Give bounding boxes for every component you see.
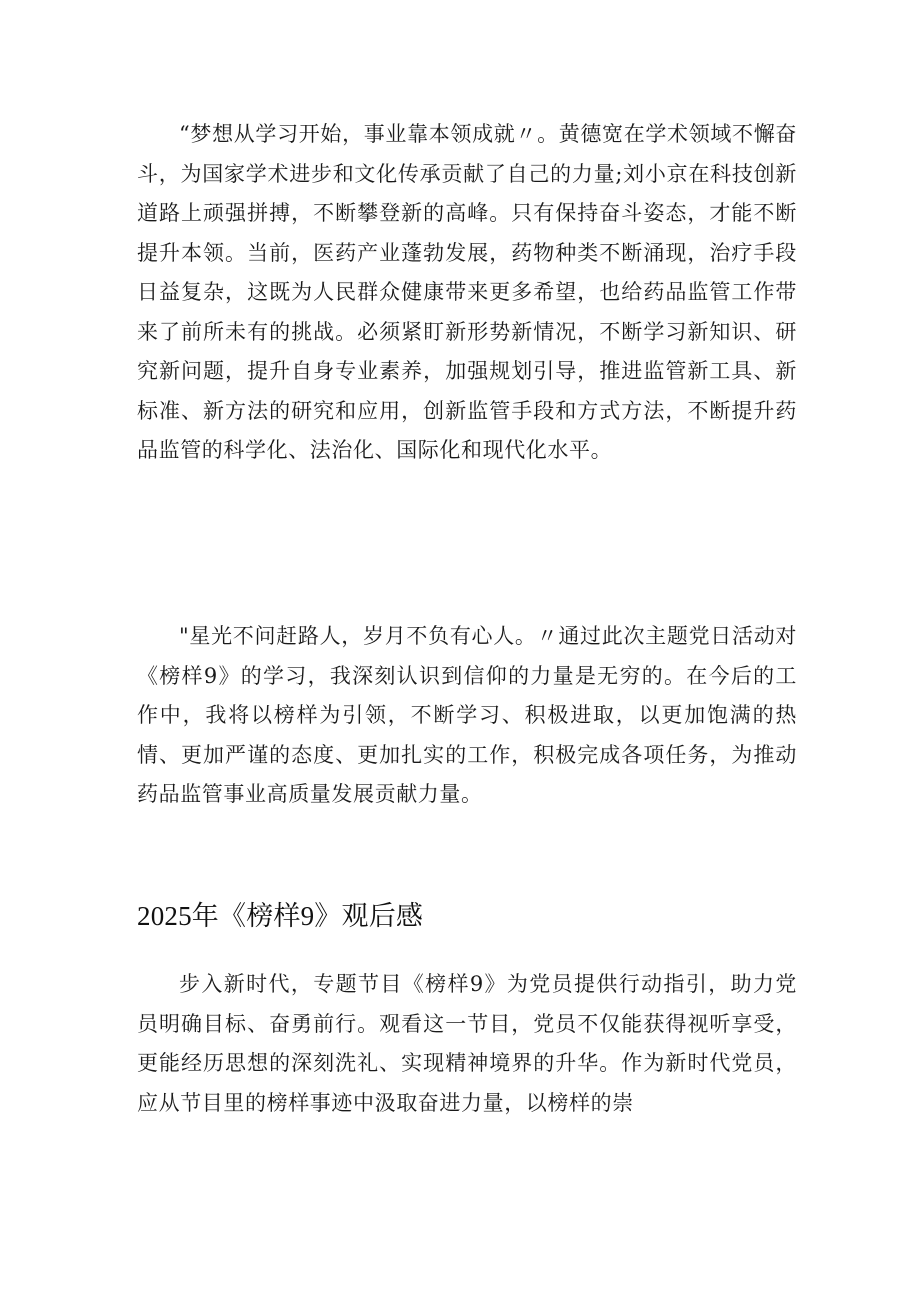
paragraph-new-era: 步入新时代，专题节目《榜样9》为党员提供行动指引，助力党员明确目标、奋勇前行。观看这一节目，党员不仅能获得视听享受，更能经历思想的深刻洗礼、实现精神境界的升华。作为新时代党员，应从节目里的榜样事迹中汲取奋进力量，以榜样的崇 (137, 972, 797, 1115)
paragraph-study-and-skills: “梦想从学习开始，事业靠本领成就〃。黄德宽在学术领域不懈奋斗，为国家学术进步和文化传承贡献了自己的力量;刘小京在科技创新道路上顽强拼搏，不断攀登新的高峰。只有保持奋斗姿态，才能不断提升本领。当前，医药产业蓬勃发展，药物种类不断涌现，治疗手段日益复杂，这既为人民群众健康带来更多希望，也给药品监管工作带来了前所未有的挑战。必须紧盯新形势新情况，不断学习新知识、研究新问题，提升自身专业素养，加强规划引导，推进监管新工具、新标准、新方法的研究和应用，创新监管手段和方式方法，不断提升药品监管的科学化、法治化、国际化和现代化水平。 (137, 122, 797, 462)
section-heading: 2025年《榜样9》观后感 (137, 901, 424, 931)
paragraph-conclusion: "星光不问赶路人，岁月不负有心人。〃通过此次主题党日活动对《榜样9》的学习，我深刻认识到信仰的力量是无穷的。在今后的工作中，我将以榜样为引领，不断学习、积极进取，以更加饱满的热情、更加严谨的态度、更加扎实的工作，积极完成各项任务，为推动药品监管事业高质量发展贡献力量。 (137, 624, 797, 806)
